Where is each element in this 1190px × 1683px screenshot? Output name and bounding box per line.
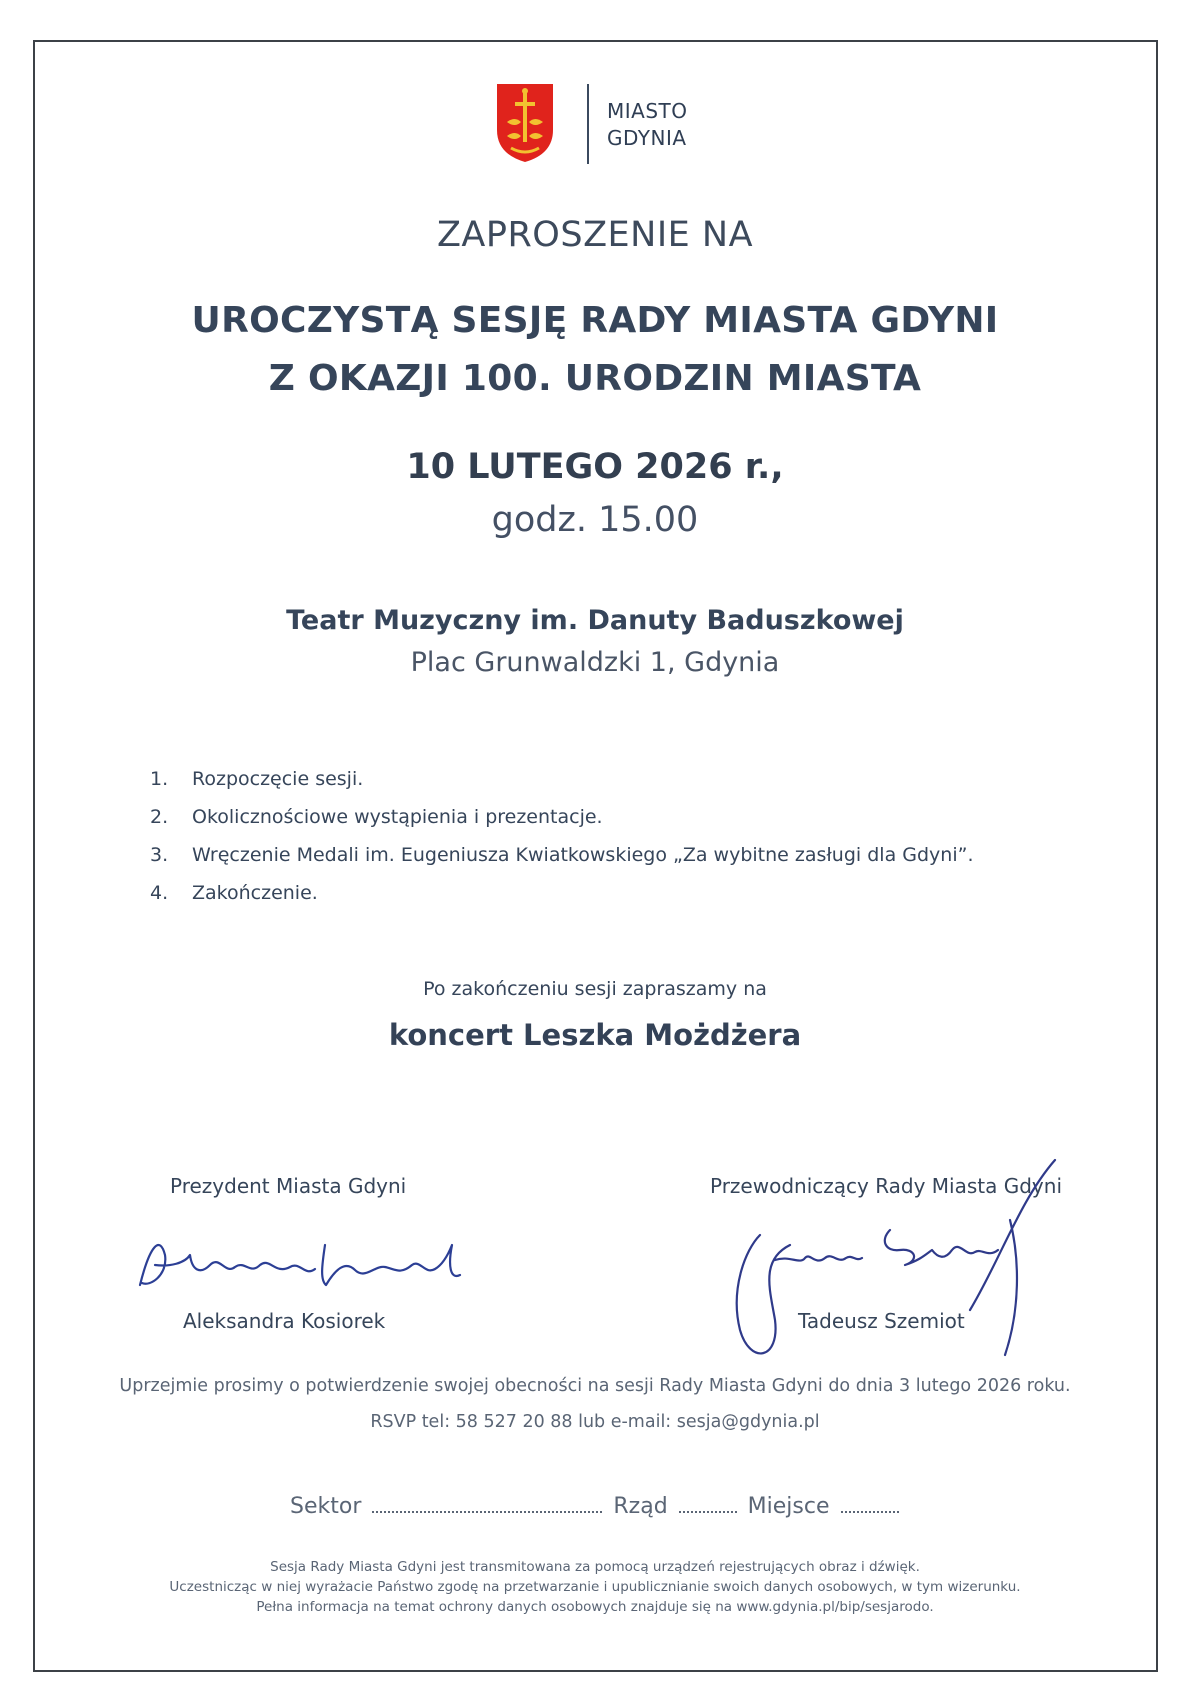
agenda-item-number: 1. [150, 768, 169, 790]
concert-title: koncert Leszka Możdżera [388, 1018, 802, 1052]
agenda-item [150, 798, 974, 836]
president-signature [130, 1225, 470, 1310]
logo-text [607, 98, 688, 152]
agenda-item-number: 4. [150, 882, 169, 904]
agenda-item [150, 836, 974, 874]
footer-line-1: Sesja Rady Miasta Gdyni jest transmitowana za pomocą urządzeń rejestrujących obraz i dźwięk. [270, 1559, 920, 1575]
agenda-item-text: Wręczenie Medali im. Eugeniusza Kwiatkowskiego „Za wybitne zasługi dla Gdyni”. [192, 844, 974, 866]
row-label: Rząd [613, 1494, 668, 1519]
agenda-item-text: Okolicznościowe wystąpienia i prezentacje. [192, 806, 603, 828]
footer-line-3: Pełna informacja na temat ochrony danych osobowych znajduje się na www.gdynia.pl/bip/sesjarodo. [256, 1599, 934, 1615]
agenda-item-number: 2. [150, 806, 169, 828]
council-chair-title: Przewodniczący Rady Miasta Gdyni [710, 1174, 1063, 1198]
gdynia-coat-of-arms-icon [495, 82, 555, 164]
rsvp-request: Uprzejmie prosimy o potwierdzenie swojej obecności na sesji Rady Miasta Gdyni do dnia 3 lutego 2026 roku. [119, 1376, 1071, 1396]
row-blank [679, 1497, 737, 1513]
after-session-note: Po zakończeniu sesji zapraszamy na [423, 978, 767, 1000]
event-title-line-1: UROCZYSTĄ SESJĘ RADY MIASTA GDYNI [191, 300, 999, 341]
event-time: godz. 15.00 [491, 500, 699, 540]
event-title-line-2: Z OKAZJI 100. URODZIN MIASTA [268, 358, 922, 399]
agenda-list [150, 760, 974, 912]
president-title: Prezydent Miasta Gdyni [170, 1174, 407, 1198]
rsvp-contact: RSVP tel: 58 527 20 88 lub e-mail: sesja@gdynia.pl [370, 1412, 820, 1432]
sector-label: Sektor [290, 1494, 362, 1519]
event-venue: Teatr Muzyczny im. Danuty Baduszkowej [286, 605, 904, 636]
seating-fields [290, 1494, 903, 1519]
seat-blank [841, 1497, 899, 1513]
agenda-item [150, 874, 974, 912]
event-address: Plac Grunwaldzki 1, Gdynia [410, 647, 780, 678]
agenda-item [150, 760, 974, 798]
seat-label: Miejsce [747, 1494, 830, 1519]
city-logo [495, 82, 705, 164]
footer-line-2: Uczestnicząc w niej wyrażacie Państwo zgodę na przetwarzanie i upublicznianie swoich danych osobowych, w tym wizerunku. [169, 1579, 1021, 1595]
invitation-intro: ZAPROSZENIE NA [436, 215, 754, 255]
logo-divider [587, 84, 589, 164]
sector-blank [372, 1497, 602, 1513]
event-date: 10 LUTEGO 2026 r., [406, 447, 784, 487]
logo-line-2: GDYNIA [607, 126, 687, 150]
president-name: Aleksandra Kosiorek [183, 1309, 386, 1333]
council-chair-signature [720, 1140, 1080, 1370]
agenda-item-number: 3. [150, 844, 169, 866]
agenda-item-text: Rozpoczęcie sesji. [192, 768, 364, 790]
logo-line-1: MIASTO [607, 99, 688, 123]
agenda-item-text: Zakończenie. [192, 882, 318, 904]
council-chair-name: Tadeusz Szemiot [798, 1309, 965, 1333]
